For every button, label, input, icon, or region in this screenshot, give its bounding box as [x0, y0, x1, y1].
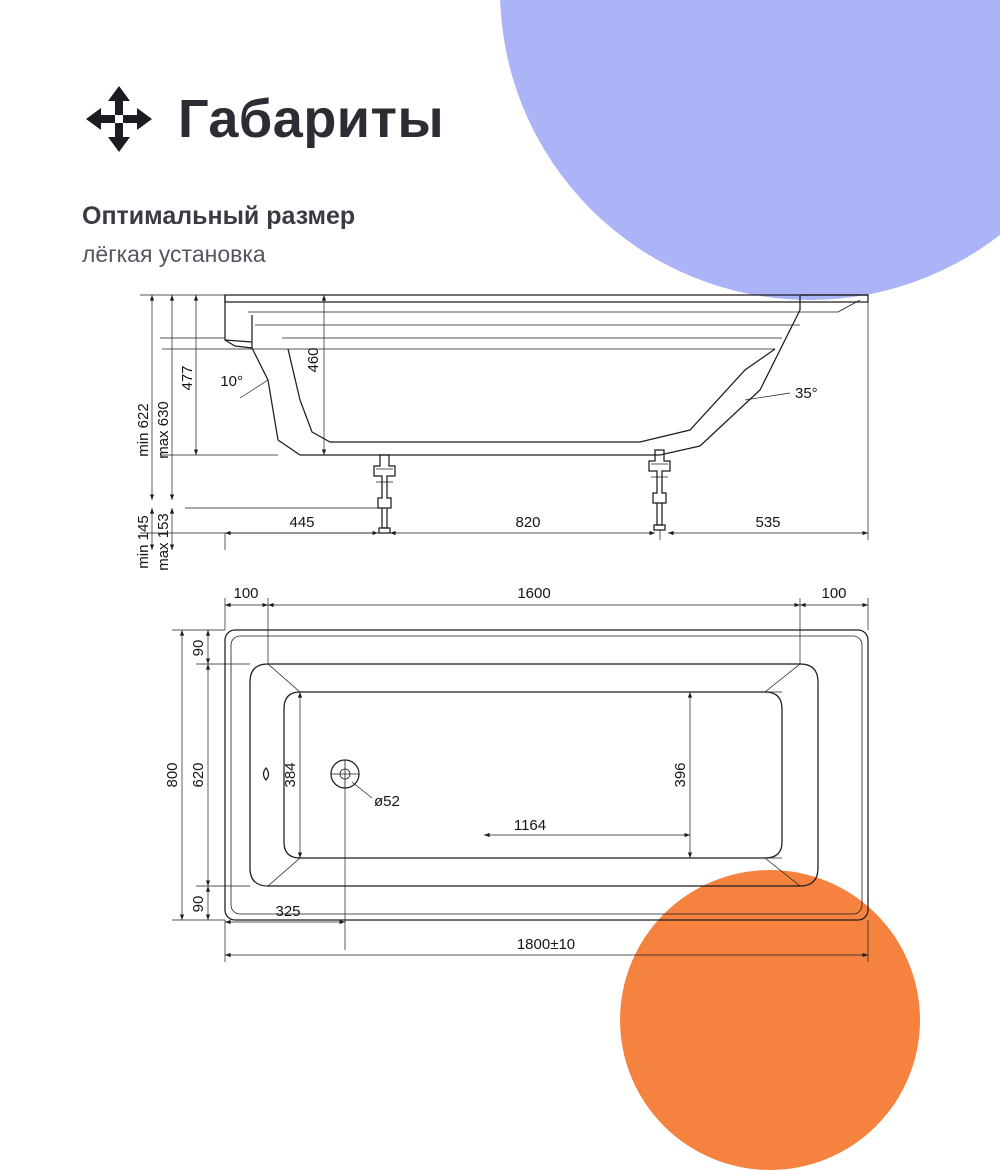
- dim-rim-top: [190, 630, 208, 664]
- dim-inner-height: [179, 295, 196, 455]
- dim-label-width-inner: 620: [190, 762, 207, 788]
- bathtub-side-view: [135, 295, 868, 571]
- dim-label-drain-offset: 325: [275, 903, 301, 920]
- dim-height-max: [155, 295, 172, 500]
- dim-water-depth: [305, 295, 324, 455]
- dim-label-rim-bottom: 90: [190, 895, 207, 913]
- dim-width-outer: [164, 630, 182, 920]
- dim-floor-length: [484, 817, 690, 835]
- dim-height-min: [135, 295, 152, 500]
- dim-label-height-min: min 622: [135, 403, 152, 457]
- move-arrows-icon: [82, 82, 156, 156]
- dim-label-water-depth: 460: [305, 347, 322, 373]
- dim-label-bottom-center: 820: [515, 514, 541, 531]
- dim-label-floor-width-left: 384: [282, 762, 299, 788]
- dim-label-rim-left: 100: [233, 585, 259, 602]
- dim-leg-max: [155, 508, 172, 571]
- dim-drain-offset: [225, 903, 345, 922]
- dim-width-inner: [190, 664, 208, 886]
- subtitle-primary: Оптимальный размер: [82, 202, 356, 230]
- dim-label-leg-max: max 153: [155, 513, 172, 571]
- dim-bottom-center: [390, 514, 655, 533]
- dim-label-width-outer: 800: [164, 762, 181, 788]
- bathtub-leg-right: [649, 450, 670, 530]
- technical-drawing: [0, 250, 1000, 990]
- dim-label-bottom-right: 535: [755, 514, 781, 531]
- dim-drain-diameter: [352, 782, 400, 810]
- dim-label-rim-top: 90: [190, 639, 207, 657]
- page-title: Габариты: [178, 89, 445, 149]
- dim-bottom-right: [668, 514, 868, 533]
- bathtub-leg-left: [374, 455, 395, 533]
- dim-floor-width-left: [282, 692, 300, 858]
- subtitle-secondary: лёгкая установка: [82, 241, 266, 267]
- bathtub-top-view: [164, 585, 868, 962]
- dim-rim-bottom: [190, 886, 208, 920]
- dim-label-inner-length: 1600: [517, 585, 551, 602]
- dim-rim-right: [800, 585, 868, 605]
- dim-label-angle-left: 10°: [220, 373, 243, 390]
- dim-label-inner-height: 477: [179, 365, 196, 391]
- dim-label-drain-diameter: ø52: [374, 793, 400, 810]
- dim-floor-width-right: [672, 692, 782, 858]
- dim-label-floor-length: 1164: [513, 817, 547, 834]
- header: [82, 82, 444, 268]
- dim-inner-length: [268, 585, 800, 605]
- dim-total-length: [225, 936, 868, 955]
- dim-label-rim-right: 100: [821, 585, 847, 602]
- dim-label-leg-min: min 145: [135, 515, 152, 569]
- dim-label-angle-right: 35°: [795, 385, 818, 402]
- dim-label-bottom-left: 445: [289, 514, 315, 531]
- dim-label-total-length: 1800±10: [516, 936, 576, 953]
- dim-label-height-max: max 630: [155, 401, 172, 459]
- dim-bottom-left: [225, 514, 378, 533]
- dim-leg-min: [135, 508, 152, 569]
- angle-left: [220, 373, 268, 398]
- dim-label-floor-width-right: 396: [672, 762, 689, 788]
- dim-rim-left: [225, 585, 268, 605]
